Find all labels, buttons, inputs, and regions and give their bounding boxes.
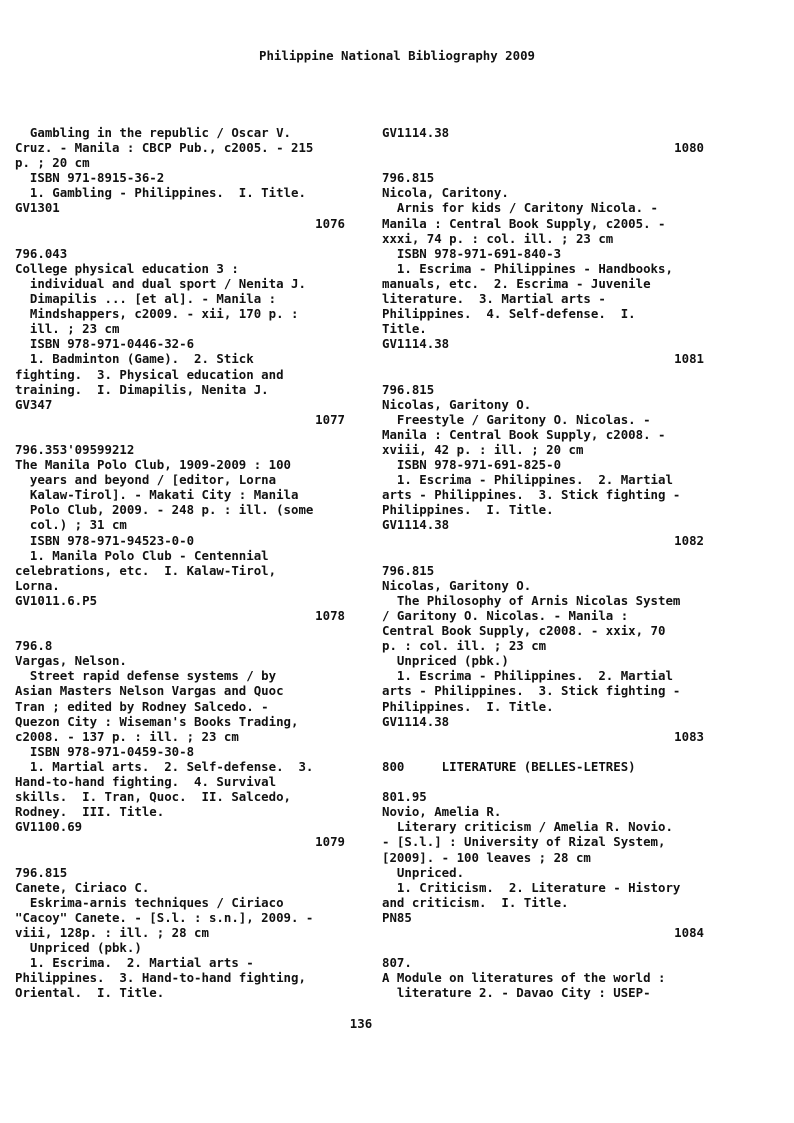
entry-line: ISBN 978-971-94523-0-0 — [15, 532, 195, 548]
blank-line — [15, 427, 345, 442]
entry-number: 1078 — [315, 608, 345, 623]
entry-line: Arnis for kids / Caritony Nicola. - — [382, 200, 659, 216]
entry-line: GV1114.38 — [382, 713, 450, 729]
entry-line: Vargas, Nelson. — [15, 653, 127, 669]
entry-line: arts - Philippines. 3. Stick fighting - — [382, 487, 681, 503]
entry-line: GV347 — [15, 396, 53, 412]
entry-number: 1077 — [315, 411, 345, 427]
entry-line: 796.043 — [15, 245, 68, 261]
entry-line: p. ; 20 cm — [15, 155, 90, 171]
entry-line: Gambling in the republic / Oscar V. — [15, 125, 292, 140]
entry-number: 1084 — [674, 924, 704, 940]
entry-line: PN85 — [382, 909, 412, 925]
entry-line: 1. Martial arts. 2. Self-defense. 3. — [15, 758, 314, 774]
entry-line: 796.815 — [15, 864, 68, 880]
entry-line: col.) ; 31 cm — [15, 517, 127, 533]
page-number: 136 — [349, 1016, 373, 1031]
entry-line: manuals, etc. 2. Escrima - Juvenile — [382, 275, 651, 291]
entry-line: Philippines. 3. Hand-to-hand fighting, — [15, 970, 306, 986]
entry-line: 1. Criticism. 2. Literature - History — [382, 879, 681, 895]
entry-line: Hand-to-hand fighting. 4. Survival — [15, 774, 277, 790]
entry-line: training. I. Dimapilis, Nenita J. — [15, 381, 269, 397]
entry-number: 1080 — [674, 140, 704, 156]
entry-line: Mindshappers, c2009. - xii, 170 p. : — [15, 306, 299, 322]
left-column — [15, 125, 345, 1000]
entry-number: 1076 — [315, 215, 345, 231]
entry-line: 1. Badminton (Game). 2. Stick — [15, 351, 254, 367]
entry-line: skills. I. Tran, Quoc. II. Salcedo, — [15, 789, 292, 805]
entry-number: 1083 — [674, 728, 704, 744]
entry-line: 796.8 — [15, 638, 53, 654]
blank-line — [382, 367, 704, 382]
entry-line: 1. Gambling - Philippines. I. Title. — [15, 185, 306, 201]
entry-line: Central Book Supply, c2008. - xxix, 70 — [382, 623, 666, 639]
entry-line: Canete, Ciriaco C. — [15, 879, 150, 895]
entry-number: 1081 — [674, 351, 704, 367]
entry-line: Freestyle / Garitony O. Nicolas. - — [382, 411, 651, 427]
entry-line: 1. Escrima - Philippines. 2. Martial — [382, 472, 673, 488]
entry-line: Cruz. - Manila : CBCP Pub., c2005. - 215 — [15, 140, 314, 156]
entry-line: Literary criticism / Amelia R. Novio. — [382, 819, 673, 835]
entry-line: literature 2. - Davao City : USEP- — [382, 985, 651, 1001]
right-column — [382, 125, 704, 1000]
entry-line: 1. Escrima. 2. Martial arts - — [15, 955, 254, 971]
entry-line: Unpriced. — [382, 864, 465, 880]
entry-line: Nicolas, Garitony O. — [382, 396, 532, 412]
entry-line: GV1100.69 — [15, 819, 83, 835]
entry-number: 1079 — [315, 834, 345, 850]
entry-line: ISBN 971-8915-36-2 — [15, 170, 165, 186]
entry-line: Polo Club, 2009. - 248 p. : ill. (some — [15, 502, 314, 518]
entry-line: xviii, 42 p. : ill. ; 20 cm — [382, 441, 584, 457]
entry-line: 796.815 — [382, 170, 435, 186]
entry-line: 1. Escrima - Philippines. 2. Martial — [382, 668, 673, 684]
entry-line: GV1301 — [15, 200, 60, 216]
entry-line: 796.815 — [382, 381, 435, 397]
blank-line — [382, 774, 704, 789]
blank-line — [15, 623, 345, 638]
entry-line: ill. ; 23 cm — [15, 321, 120, 337]
entry-line: Oriental. I. Title. — [15, 985, 165, 1001]
entry-line: Quezon City : Wiseman's Books Trading, — [15, 713, 299, 729]
entry-line: Asian Masters Nelson Vargas and Quoc — [15, 683, 284, 699]
entry-line: [2009]. - 100 leaves ; 28 cm — [382, 849, 591, 865]
entry-line: ISBN 978-971-691-825-0 — [382, 457, 562, 473]
blank-line — [15, 231, 345, 246]
entry-number: 1082 — [674, 532, 704, 548]
entry-line: Novio, Amelia R. — [382, 804, 502, 820]
entry-line: Manila : Central Book Supply, c2008. - — [382, 426, 666, 442]
entry-line: Manila : Central Book Supply, c2005. - — [382, 215, 666, 231]
entry-line: and criticism. I. Title. — [382, 894, 569, 910]
entry-line: Philippines. 4. Self-defense. I. — [382, 306, 636, 322]
entry-line: celebrations, etc. I. Kalaw-Tirol, — [15, 562, 277, 578]
entry-line: Dimapilis ... [et al]. - Manila : — [15, 291, 277, 307]
entry-line: / Garitony O. Nicolas. - Manila : — [382, 608, 629, 623]
page-header-title: Philippine National Bibliography 2009 — [258, 48, 535, 63]
entry-line: Unpriced (pbk.) — [15, 940, 142, 956]
entry-line: Nicolas, Garitony O. — [382, 577, 532, 593]
entry-line: literature. 3. Martial arts - — [382, 291, 606, 307]
entry-line: years and beyond / [editor, Lorna — [15, 472, 277, 488]
entry-line: The Manila Polo Club, 1909-2009 : 100 — [15, 457, 292, 473]
entry-line: Tran ; edited by Rodney Salcedo. - — [15, 698, 269, 714]
entry-line: 796.353'09599212 — [15, 441, 135, 457]
entry-line: 807. — [382, 955, 412, 971]
entry-line: GV1114.38 — [382, 517, 450, 533]
entry-line: The Philosophy of Arnis Nicolas System — [382, 592, 681, 608]
entry-line: Street rapid defense systems / by — [15, 668, 277, 684]
entry-line: ISBN 978-971-691-840-3 — [382, 245, 562, 261]
entry-line: individual and dual sport / Nenita J. — [15, 275, 306, 291]
entry-line: Lorna. — [15, 577, 60, 593]
entry-line: Title. — [382, 321, 427, 337]
entry-line: viii, 128p. : ill. ; 28 cm — [15, 924, 209, 940]
entry-line: 1. Manila Polo Club - Centennial — [15, 547, 269, 563]
entry-line: A Module on literatures of the world : — [382, 970, 666, 986]
entry-line: GV1114.38 — [382, 336, 450, 352]
entry-line: fighting. 3. Physical education and — [15, 366, 284, 382]
entry-line: 801.95 — [382, 789, 427, 805]
entry-line: Rodney. III. Title. — [15, 804, 165, 820]
entry-line: GV1114.38 — [382, 125, 450, 140]
entry-line: Nicola, Caritony. — [382, 185, 509, 201]
entry-line: Eskrima-arnis techniques / Ciriaco — [15, 894, 284, 910]
entry-line: Philippines. I. Title. — [382, 502, 554, 518]
entry-line: "Cacoy" Canete. - [S.l. : s.n.], 2009. - — [15, 909, 314, 925]
entry-line: Unpriced (pbk.) — [382, 653, 509, 669]
blank-line — [15, 850, 345, 865]
entry-line: 1. Escrima - Philippines - Handbooks, — [382, 260, 673, 276]
entry-line: College physical education 3 : — [15, 260, 239, 276]
blank-line — [382, 548, 704, 563]
blank-line — [382, 744, 704, 759]
entry-line: - [S.l.] : University of Rizal System, — [382, 834, 666, 850]
entry-line: c2008. - 137 p. : ill. ; 23 cm — [15, 728, 239, 744]
blank-line — [382, 940, 704, 955]
entry-line: Kalaw-Tirol]. - Makati City : Manila — [15, 487, 299, 503]
entry-line: xxxi, 74 p. : col. ill. ; 23 cm — [382, 230, 614, 246]
entry-line: arts - Philippines. 3. Stick fighting - — [382, 683, 681, 699]
entry-line: 800 LITERATURE (BELLES-LETRES) — [382, 758, 636, 774]
entry-line: 796.815 — [382, 562, 435, 578]
entry-line: ISBN 978-971-0446-32-6 — [15, 336, 195, 352]
entry-line: GV1011.6.P5 — [15, 592, 98, 608]
blank-line — [382, 155, 704, 170]
entry-line: ISBN 978-971-0459-30-8 — [15, 743, 195, 759]
entry-line: p. : col. ill. ; 23 cm — [382, 638, 547, 654]
entry-line: Philippines. I. Title. — [382, 698, 554, 714]
